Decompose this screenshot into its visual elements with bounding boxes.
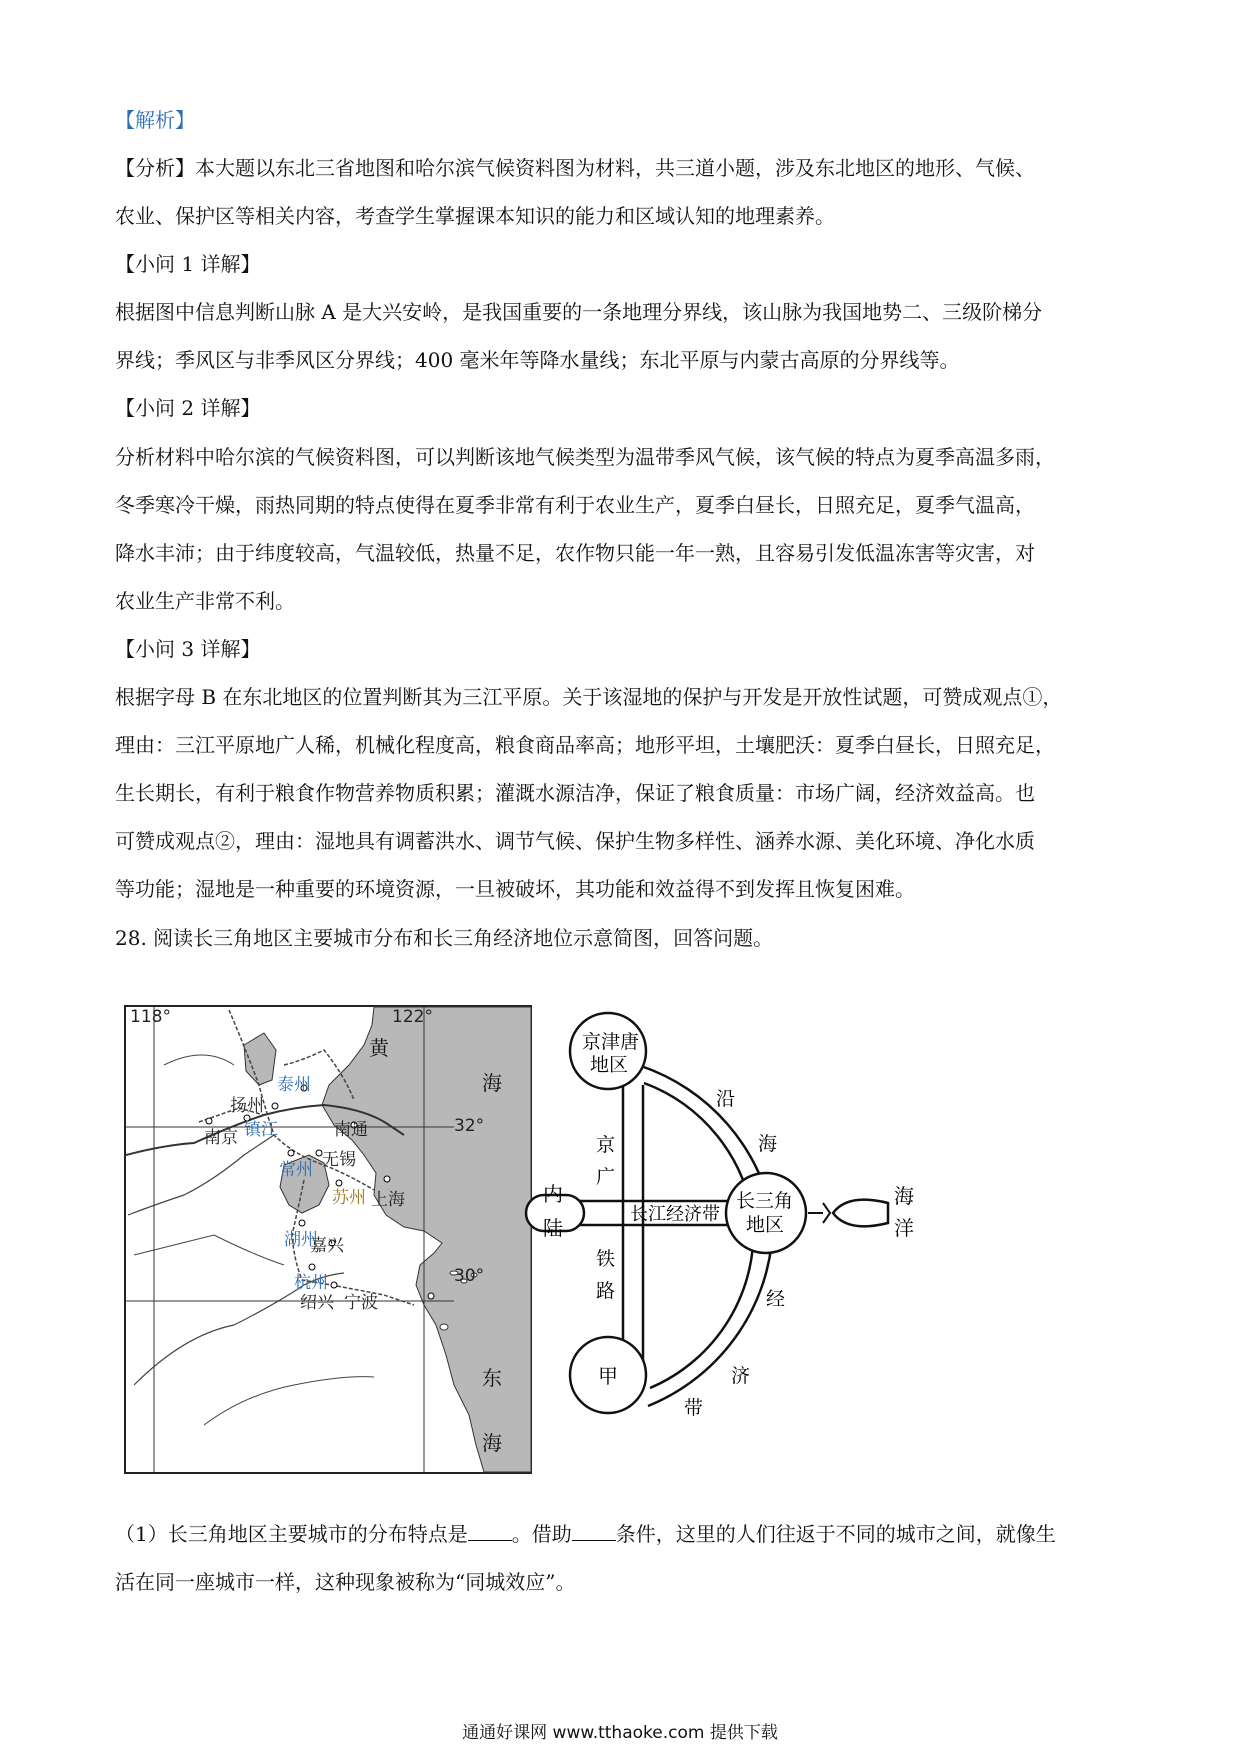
city-label: 常州: [279, 1160, 313, 1180]
inland-label: 陆: [543, 1216, 563, 1240]
answer-blank[interactable]: [572, 1522, 616, 1541]
sea-label: 海: [482, 1071, 502, 1095]
q2-line: 冬季寒冷干燥，雨热同期的特点使得在夏季非常有利于农业生产，夏季白昼长，日照充足，夏季气温高，: [115, 493, 1035, 517]
coastal-belt-label: 济: [731, 1365, 751, 1387]
analysis-heading: 【解析】: [115, 108, 195, 132]
q2-line: 降水丰沛；由于纬度较高，气温较低，热量不足，农作物只能一年一熟，且容易引发低温冻害等灾害，对: [115, 541, 1035, 565]
lon-label-122: 122°: [392, 1007, 433, 1027]
city-label: 南京: [204, 1128, 238, 1148]
city-label: 扬州: [230, 1096, 264, 1116]
yangtze-belt-label: 长江经济带: [630, 1204, 720, 1225]
region-label: 长三角: [736, 1190, 794, 1212]
sub-question-text: 条件，这里的人们往返于不同的城市之间，就像生: [615, 1522, 1056, 1546]
q2-line: 农业生产非常不利。: [115, 589, 295, 613]
region-label: 地区: [590, 1054, 629, 1076]
city-label: 湖州: [284, 1230, 318, 1250]
city-label: 上海: [371, 1190, 405, 1210]
coastal-belt-label: 沿: [716, 1088, 736, 1110]
q1-line: 界线；季风区与非季风区分界线；400 毫米年等降水量线；东北平原与内蒙古高原的分界线等。: [115, 348, 960, 372]
lat-label-30: 30°: [454, 1266, 485, 1286]
q3-line: 根据字母 B 在东北地区的位置判断其为三江平原。关于该湿地的保护与开发是开放性试题，可赞成观点①，: [115, 685, 1063, 709]
sea-label: 黄: [369, 1036, 389, 1060]
city-label: 南通: [334, 1120, 368, 1140]
q2-title: 【小问 2 详解】: [115, 396, 261, 420]
city-label: 绍兴: [300, 1293, 334, 1313]
question-28: 28. 阅读长三角地区主要城市分布和长三角经济地位示意简图，回答问题。: [115, 926, 774, 950]
coastal-belt-label: 海: [758, 1133, 778, 1155]
coastal-belt-label: 带: [684, 1397, 704, 1419]
railway-label: 铁: [596, 1248, 616, 1270]
railway-label: 京: [596, 1134, 616, 1156]
analysis-line: 农业、保护区等相关内容，考查学生掌握课本知识的能力和区域认知的地理素养。: [115, 204, 835, 228]
city-label: 杭州: [294, 1273, 328, 1293]
ocean-label: 洋: [894, 1216, 914, 1240]
railway-label: 路: [596, 1280, 616, 1302]
q1-title: 【小问 1 详解】: [115, 252, 261, 276]
region-label: 地区: [746, 1214, 785, 1236]
sea-label: 东: [482, 1366, 502, 1390]
q3-line: 等功能；湿地是一种重要的环境资源，一旦被破坏，其功能和效益得不到发挥且恢复困难。: [115, 877, 915, 901]
sub-question-text: （1）长三角地区主要城市的分布特点是: [115, 1522, 468, 1546]
city-label: 无锡: [322, 1150, 356, 1170]
q3-line: 生长期长，有利于粮食作物营养物质积累；灌溉水源洁净，保证了粮食质量：市场广阔，经济效益高。也: [115, 781, 1035, 805]
q1-line: 根据图中信息判断山脉 A 是大兴安岭，是我国重要的一条地理分界线，该山脉为我国地势二、三级阶梯分: [115, 300, 1043, 324]
region-label: 京津唐: [582, 1031, 640, 1053]
city-label: 泰州: [277, 1075, 311, 1095]
sub-question-text: 。借助: [511, 1522, 572, 1546]
q3-line: 可赞成观点②，理由：湿地具有调蓄洪水、调节气候、保护生物多样性、涵养水源、美化环境、净化水质: [115, 829, 1035, 853]
yangtze-delta-schematic: [543, 1003, 998, 1473]
answer-blank[interactable]: [468, 1522, 512, 1541]
inland-label: 内: [543, 1182, 563, 1206]
sub-question-1: [115, 1520, 1056, 1548]
lon-label-118: 118°: [130, 1007, 171, 1027]
sub-question-1-line2: 活在同一座城市一样，这种现象被称为“同城效应”。: [115, 1570, 576, 1594]
city-label: 嘉兴: [310, 1236, 344, 1256]
yangtze-delta-map: [124, 1005, 532, 1474]
q2-line: 分析材料中哈尔滨的气候资料图，可以判断该地气候类型为温带季风气候，该气候的特点为夏季高温多雨，: [115, 445, 1055, 469]
city-label: 宁波: [344, 1293, 378, 1313]
region-label: 甲: [598, 1364, 618, 1388]
city-label: 苏州: [332, 1188, 366, 1208]
sea-label: 海: [482, 1431, 502, 1455]
city-label: 镇江: [244, 1120, 278, 1140]
ocean-label: 海: [894, 1184, 914, 1208]
page-footer: 通通好课网 www.tthaoke.com 提供下载: [462, 1723, 778, 1743]
q3-title: 【小问 3 详解】: [115, 637, 261, 661]
railway-label: 广: [596, 1166, 616, 1188]
lat-label-32: 32°: [454, 1116, 485, 1136]
coastal-belt-label: 经: [766, 1288, 786, 1310]
analysis-line: 【分析】本大题以东北三省地图和哈尔滨气候资料图为材料，共三道小题，涉及东北地区的地形、气候、: [115, 156, 1035, 180]
q3-line: 理由：三江平原地广人稀，机械化程度高，粮食商品率高；地形平坦，土壤肥沃：夏季白昼长，日照充足，: [115, 733, 1055, 757]
